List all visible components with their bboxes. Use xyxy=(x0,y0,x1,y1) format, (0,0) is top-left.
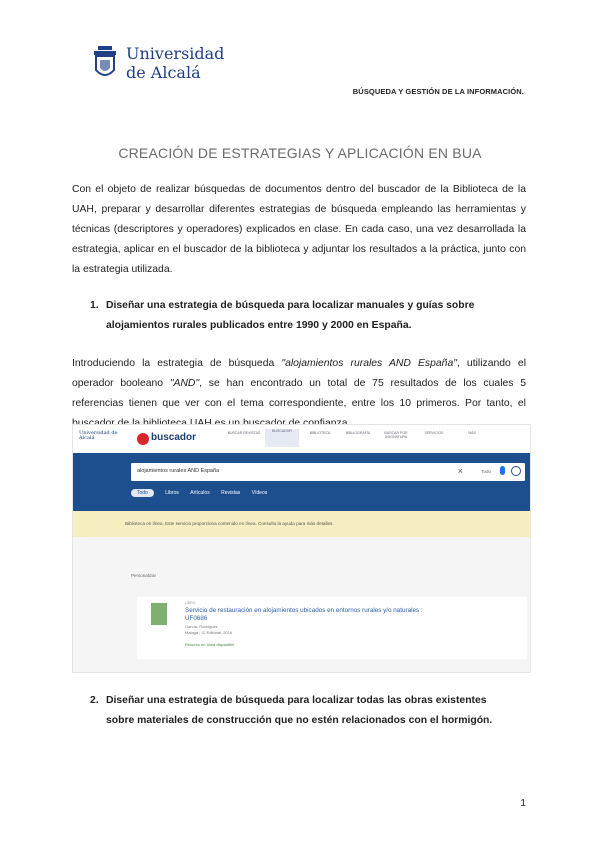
tab-articulos[interactable]: Artículos xyxy=(190,490,210,496)
question-2-line-2: sobre materiales de construcción que no estén relacionados con el hormigón. xyxy=(106,715,493,726)
results-toolbar xyxy=(131,573,156,578)
question-1-line-2: alojamientos rurales publicados entre 1990 y 2000 en España. xyxy=(106,320,412,331)
question-2 xyxy=(90,691,526,731)
question-1-line-1: Diseñar una estrategia de búsqueda para localizar manuales y guías sobre xyxy=(106,300,475,311)
nav-item-buscador[interactable]: BUSCADOR xyxy=(265,429,299,447)
result-card[interactable] xyxy=(137,597,527,659)
answer-1-text-b: , utilizando el operador booleano xyxy=(72,358,527,389)
answer-1-paragraph xyxy=(72,354,526,434)
nav-item-revistas[interactable]: BUSCAR REVISTAS xyxy=(227,431,261,435)
result-publisher: Málaga : IC Editorial, 2016 xyxy=(185,630,233,635)
question-1-number: 1. xyxy=(90,300,99,311)
screenshot-topbar xyxy=(73,425,530,453)
answer-1-operator: "AND" xyxy=(169,378,200,389)
screenshot-logo: Universidad de Alcalá xyxy=(79,430,118,441)
header-course-title: BÚSQUEDA Y GESTIÓN DE LA INFORMACIÓN. xyxy=(352,87,524,96)
question-1 xyxy=(90,296,526,336)
answer-1-query: "alojamientos rurales AND España" xyxy=(281,358,457,369)
result-type: LIBRO xyxy=(185,601,196,605)
screenshot-search-bar xyxy=(73,453,530,511)
search-results-screenshot xyxy=(72,424,531,673)
result-meta xyxy=(185,624,232,636)
screenshot-banner xyxy=(73,511,530,537)
nav-item-biblioteca[interactable]: BIBLIOTECA xyxy=(309,431,331,435)
search-input-value: alojamientos rurales AND España xyxy=(137,468,220,474)
nav-item-bibliografia[interactable]: BIBLIOGRAFÍA xyxy=(345,431,371,435)
tab-revistas[interactable]: Revistas xyxy=(221,490,241,496)
logo-line-2: de Alcalá xyxy=(126,63,201,82)
search-icon[interactable] xyxy=(511,466,521,476)
page-title: CREACIÓN DE ESTRATEGIAS Y APLICACIÓN EN BUA xyxy=(118,145,482,161)
book-cover-icon xyxy=(151,603,167,625)
result-availability[interactable]: Recurso en línea disponible xyxy=(185,642,235,647)
tab-libros[interactable]: Libros xyxy=(165,490,179,496)
question-2-number: 2. xyxy=(90,695,99,706)
answer-1-text-a: Introduciendo la estrategia de búsqueda xyxy=(72,358,282,369)
microphone-icon[interactable] xyxy=(500,466,505,475)
screenshot-tabs xyxy=(131,489,277,497)
buscador-logo-icon xyxy=(137,433,149,445)
intro-paragraph: Con el objeto de realizar búsquedas de documentos dentro del buscador de la Biblioteca de la UAH, preparar y desarrollar diferentes estrategias de búsqueda empleando las herramientas y técnicas (descriptores y operadores) explicados en clase. En cada caso, una vez desarrollada la estrategia, aplicar en el buscador de la biblioteca y adjuntar los resultados a la práctica, junto con la estrategia utilizada. xyxy=(72,184,526,275)
nav-item-mas[interactable]: MÁS xyxy=(468,431,476,435)
banner-text: Biblioteca en línea. Este servicio proporciona contenido en línea. Consulta la ayuda para más detalles. xyxy=(125,521,334,526)
screenshot-search-input[interactable] xyxy=(131,463,525,481)
result-title[interactable]: Servicio de restauración en alojamientos ubicados en entornos rurales y/o naturales : UF0686 xyxy=(185,607,423,622)
nav-item-servicios[interactable]: SERVICIOS xyxy=(424,431,444,435)
logo-line-1: Universidad xyxy=(126,44,225,63)
page-number: 1 xyxy=(520,798,526,809)
result-author: García, Rodríguez xyxy=(185,624,218,629)
tab-todo[interactable]: Todo xyxy=(131,489,154,497)
university-logo xyxy=(86,44,226,86)
toolbar-label[interactable]: Personalizar xyxy=(131,573,157,578)
scope-select[interactable]: Todo xyxy=(481,469,491,474)
clear-icon[interactable]: × xyxy=(457,466,463,476)
coat-of-arms-icon xyxy=(90,44,120,84)
answer-1-text-c: , se han encontrado un total de 75 resultados de los cuales 5 referencias tienen que ver con el tema correspondiente, entre los 10 primeros. Por tanto, el xyxy=(72,378,526,409)
nav-item-asignatura[interactable]: BUSCAR POR ASIGNATURA xyxy=(384,431,408,439)
screenshot-brand: buscador xyxy=(151,432,197,443)
tab-videos[interactable]: Vídeos xyxy=(251,490,268,496)
question-2-line-1: Diseñar una estrategia de búsqueda para localizar todas las obras existentes xyxy=(106,695,487,706)
